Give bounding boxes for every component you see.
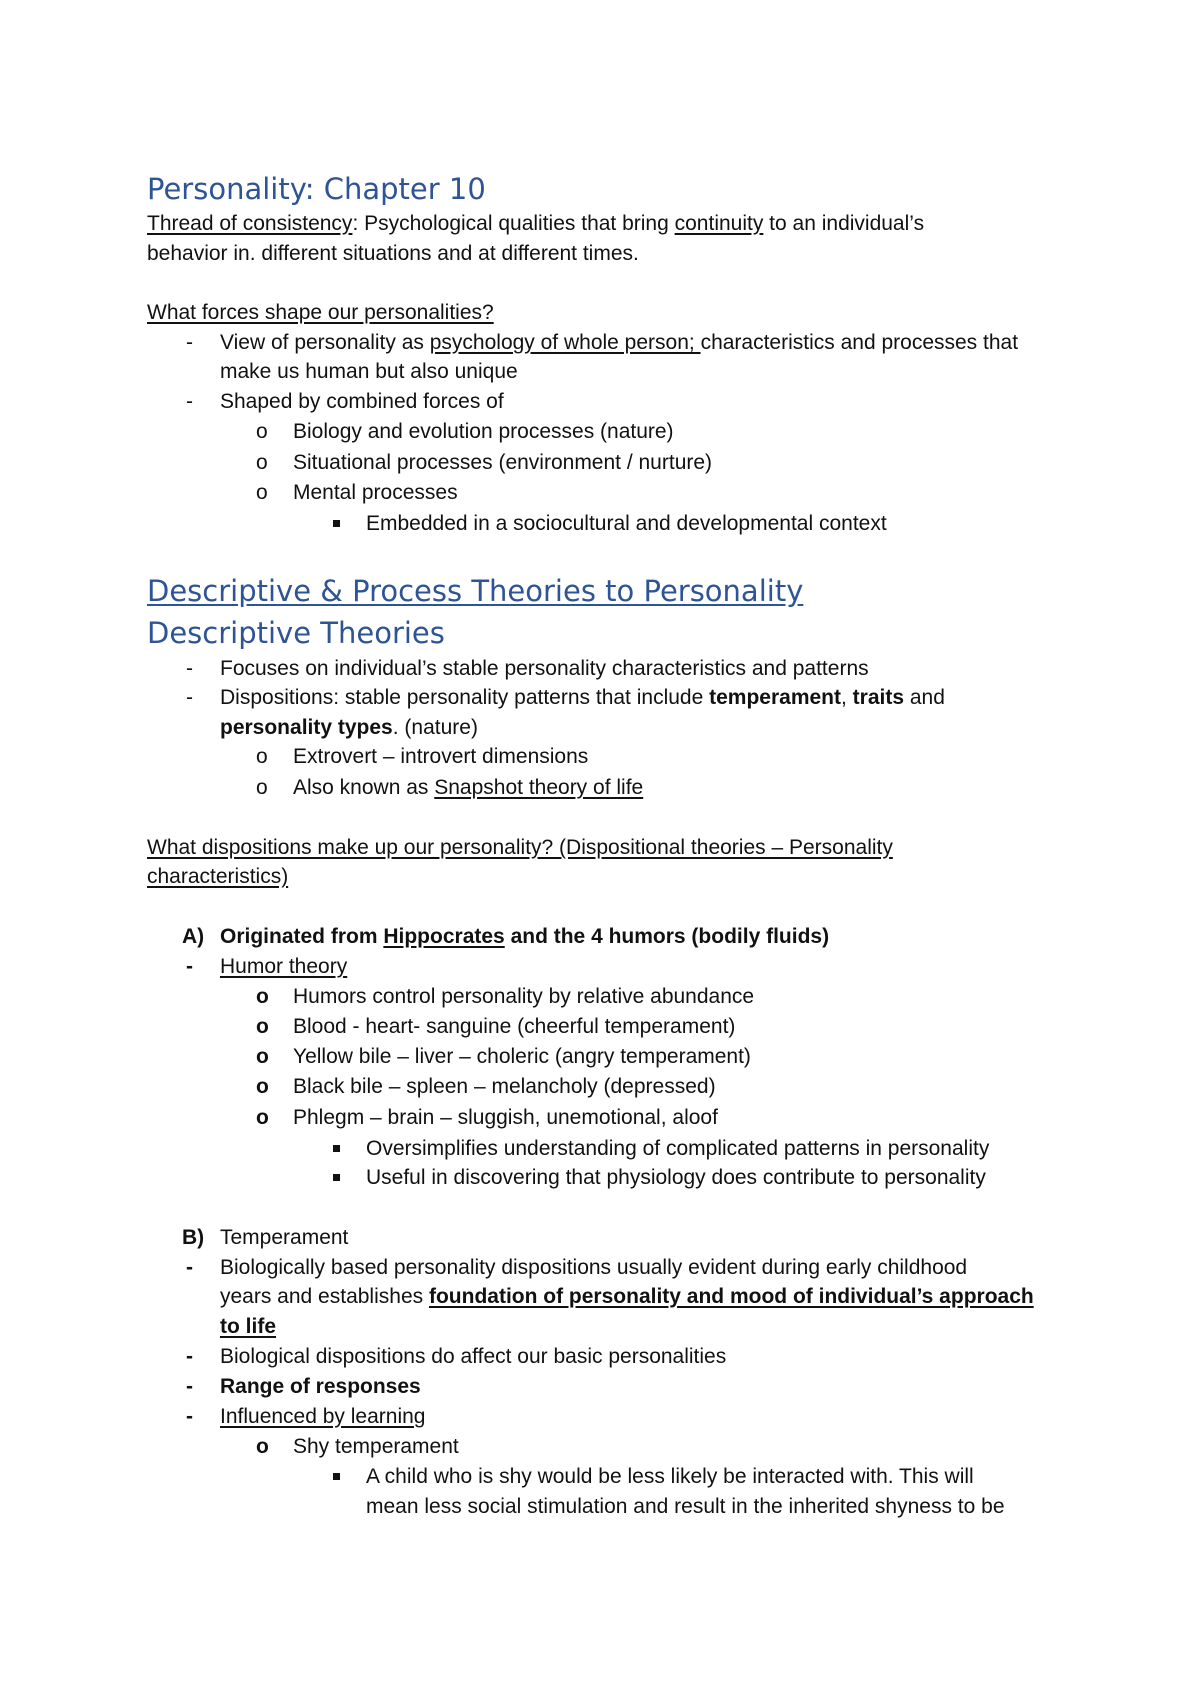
hippocrates-term: Hippocrates [383, 925, 505, 948]
humor-item: Blood - heart- sanguine (cheerful temperament) [293, 1015, 736, 1038]
temperament-bullet-1-cont-2: to life [220, 1315, 276, 1338]
forces-subsub-1: Embedded in a sociocultural and developmental context [366, 512, 887, 535]
thread-of-consistency-term: Thread of consistency [147, 212, 353, 235]
intro-line-2: behavior in. different situations and at different times. [147, 242, 639, 265]
circle-marker: o [256, 1435, 269, 1458]
dash-marker: - [186, 1375, 193, 1398]
humor-note: Useful in discovering that physiology does contribute to personality [366, 1166, 986, 1189]
dash-marker: - [186, 390, 193, 413]
dash-marker: - [186, 955, 193, 978]
temperament-bullet-3: Range of responses [220, 1375, 421, 1398]
descriptive-bullet-2: Dispositions: stable personality patterns that include temperament, traits and [220, 686, 945, 709]
section-a-marker: A) [182, 925, 205, 948]
whole-person-term: psychology of whole person; [429, 331, 701, 354]
section-a-title: Originated from Hippocrates and the 4 humors (bodily fluids) [220, 925, 830, 948]
square-bullet-icon [333, 1473, 340, 1480]
circle-marker: o [256, 420, 268, 443]
circle-marker: o [256, 776, 268, 799]
humor-item: Phlegm – brain – sluggish, unemotional, aloof [293, 1106, 718, 1129]
intro-line-1: Thread of consistency: Psychological qualities that bring continuity to an individual’s [147, 212, 925, 235]
forces-bullet-1-cont: make us human but also unique [220, 360, 518, 383]
forces-sub-2: Situational processes (environment / nurture) [293, 451, 713, 474]
circle-marker: o [256, 1015, 269, 1038]
forces-bullet-1: View of personality as psychology of whole person; characteristics and processes that [220, 331, 1019, 354]
descriptive-sub-2: Also known as Snapshot theory of life [293, 776, 644, 799]
forces-question: What forces shape our personalities? [147, 301, 494, 324]
forces-sub-1: Biology and evolution processes (nature) [293, 420, 674, 443]
dash-marker: - [186, 657, 193, 680]
circle-marker: o [256, 451, 268, 474]
dash-marker: - [186, 1345, 193, 1368]
circle-marker: o [256, 1106, 269, 1129]
temperament-bullet-1: Biologically based personality dispositions usually evident during early childhood [220, 1256, 968, 1279]
chapter-heading: Personality: Chapter 10 [147, 172, 486, 206]
circle-marker: o [256, 985, 269, 1008]
humor-item: Black bile – spleen – melancholy (depressed) [293, 1075, 716, 1098]
humor-item: Humors control personality by relative abundance [293, 985, 755, 1008]
square-bullet-icon [333, 520, 340, 527]
dash-marker: - [186, 331, 193, 354]
square-bullet-icon [333, 1174, 340, 1181]
theories-heading: Descriptive & Process Theories to Personality [147, 574, 804, 608]
temperament-sub-1: Shy temperament [293, 1435, 459, 1458]
dash-marker: - [186, 1405, 193, 1428]
dash-marker: - [186, 1256, 193, 1279]
temperament-bullet-2: Biological dispositions do affect our basic personalities [220, 1345, 727, 1368]
dispositions-question-line-2: characteristics) [147, 865, 289, 888]
foundation-term: foundation of personality and mood of individual’s approach [428, 1285, 1034, 1308]
section-b-title: Temperament [220, 1226, 349, 1249]
temperament-subsub-1: A child who is shy would be less likely be interacted with. This will [366, 1465, 974, 1488]
descriptive-bullet-2-cont: personality types. (nature) [220, 716, 478, 739]
humor-item: Yellow bile – liver – choleric (angry temperament) [293, 1045, 751, 1068]
humor-note: Oversimplifies understanding of complicated patterns in personality [366, 1137, 990, 1160]
circle-marker: o [256, 1075, 269, 1098]
descriptive-sub-1: Extrovert – introvert dimensions [293, 745, 589, 768]
forces-sub-3: Mental processes [293, 481, 458, 504]
snapshot-theory-term: Snapshot theory of life [434, 776, 644, 799]
circle-marker: o [256, 1045, 269, 1068]
circle-marker: o [256, 481, 268, 504]
temperament-bullet-4: Influenced by learning [220, 1405, 426, 1428]
descriptive-theories-heading: Descriptive Theories [147, 616, 445, 650]
circle-marker: o [256, 745, 268, 768]
dispositions-question-line-1: What dispositions make up our personality? (Dispositional theories – Personality [147, 836, 893, 859]
temperament-bullet-1-cont: years and establishes foundation of personality and mood of individual’s approach [220, 1285, 1034, 1308]
square-bullet-icon [333, 1145, 340, 1152]
humor-theory-label: Humor theory [220, 955, 348, 978]
temperament-subsub-1-cont: mean less social stimulation and result in the inherited shyness to be [366, 1495, 1005, 1518]
continuity-term: continuity [674, 212, 764, 235]
dash-marker: - [186, 686, 193, 709]
section-b-marker: B) [182, 1226, 205, 1249]
descriptive-bullet-1: Focuses on individual’s stable personality characteristics and patterns [220, 657, 869, 680]
forces-bullet-2: Shaped by combined forces of [220, 390, 504, 413]
